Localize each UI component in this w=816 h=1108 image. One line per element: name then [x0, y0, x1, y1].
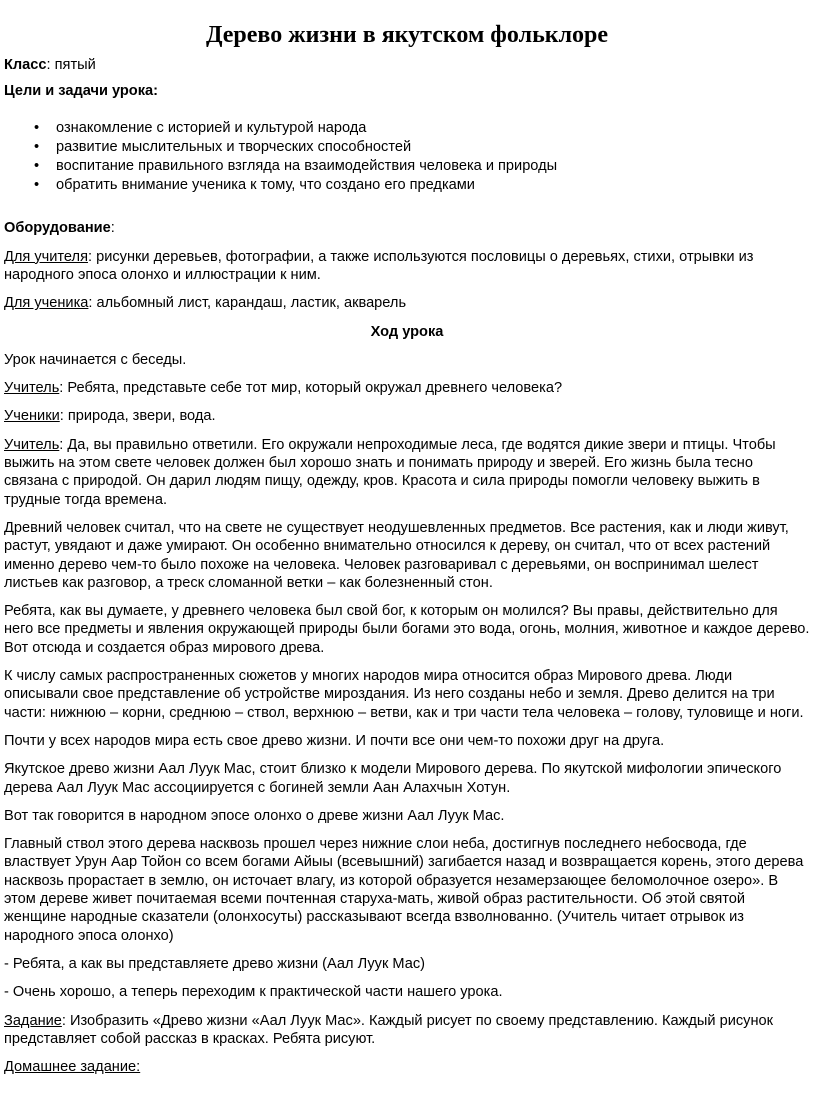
dialogue-line — [4, 436, 810, 509]
dialogue-text: : Ребята, представьте себе тот мир, который окружал древнего человека? — [59, 380, 563, 397]
body-paragraph: Древний человек считал, что на свете не существует неодушевленных предметов. Все растения, как и люди живут, растут, увядают и даже умирают. Он особенно внимательно относился к дереву, он считал, что от всех растений именно дерево чем-то было похоже на человека. Человек разговаривал с деревьями, он воспринимал шелест листьев как разговор, а треск сломанной ветки – как болезненный стон. — [4, 519, 789, 591]
task-label: Задание — [4, 1012, 62, 1029]
intro-paragraph: Урок начинается с беседы. — [4, 351, 187, 368]
body-paragraph: Вот так говорится в народном эпосе олонхо о древе жизни Аал Луук Мас. — [4, 807, 505, 824]
class-label: Класс — [4, 57, 47, 73]
dialogue-text: : природа, звери, вода. — [59, 408, 216, 425]
speaker-label: Учитель — [4, 380, 60, 397]
student-equipment-label: Для ученика — [4, 295, 89, 312]
list-item: • ознакомление с историей и культурой народа — [4, 119, 810, 138]
class-value: : пятый — [46, 57, 96, 73]
speaker-label: Учитель — [4, 436, 60, 453]
body-paragraph: - Очень хорошо, а теперь переходим к практической части нашего урока. — [4, 984, 503, 1001]
equipment-line — [4, 219, 810, 237]
body-paragraph: К числу самых распространенных сюжетов у многих народов мира относится образ Мирового древа. Люди описывали свое представление об устройстве мироздания. Из него созданы небо и земля. Древо делится на три части: нижнюю – корни, среднюю – ствол, верхнюю – ветви, как и три части тела человека – голову, туловище и ноги. — [4, 668, 804, 721]
speaker-label: Ученики — [4, 408, 60, 425]
equipment-suffix: : — [110, 220, 115, 237]
list-item: • воспитание правильного взгляда на взаимодействия человека и природы — [4, 157, 810, 176]
body-paragraph: Якутское древо жизни Аал Луук Мас, стоит близко к модели Мирового дерева. По якутской мифологии эпического дерева Аал Луук Мас ассоциируется с богиней земли Аан Алахчын Хотун. — [4, 761, 782, 796]
teacher-equipment-label: Для учителя — [4, 248, 88, 265]
dialogue-line — [4, 407, 810, 425]
homework-label: Домашнее задание: — [4, 1059, 141, 1076]
homework-line — [4, 1058, 810, 1076]
list-item: • развитие мыслительных и творческих способностей — [4, 138, 810, 157]
teacher-equipment-text: : рисунки деревьев, фотографии, а также используются пословицы о деревьях, стихи, отрывки из народного эпоса олонхо и иллюстрации к ним. — [4, 248, 754, 283]
list-item: • обратить внимание ученика к тому, что создано его предками — [4, 176, 810, 195]
page-title: Дерево жизни в якутском фольклоре — [205, 22, 609, 48]
body-paragraph: Ребята, как вы думаете, у древнего человека был свой бог, к которым он молился? Вы правы, действительно для него все предметы и явления окружающей природы были богами это вода, огонь, молния, животное и каждое дерево. Вот отсюда и создается образ мирового древа. — [4, 603, 810, 656]
teacher-equipment — [4, 248, 810, 285]
body-paragraph: Главный ствол этого дерева насквозь прошел через нижние слои неба, достигнув последнего небосвода, где властвует Урун Аар Тойон со всем богами Айыы (всевышний) загибается назад и возвращается корень, этого дерева насквозь прорастает в землю, он источает влагу, из которой образуется незамерзающее беломолочное озеро». В этом дереве живет почитаемая всеми почтенная старуха-мать, живой образ растительности. Об этой святой женщине народные сказатели (олонхосуты) рассказывают всегда взволнованно. (Учитель читает отрывок из народного эпоса олонхо) — [4, 836, 804, 944]
lesson-heading: Ход урока — [370, 323, 444, 340]
dialogue-line — [4, 379, 810, 397]
goals-heading: Цели и задачи урока: — [4, 83, 159, 100]
equipment-label: Оборудование — [4, 220, 111, 237]
goals-list — [4, 119, 810, 196]
class-line — [4, 56, 810, 74]
body-paragraph: Почти у всех народов мира есть свое древо жизни. И почти все они чем-то похожи друг на друга. — [4, 732, 665, 749]
task-paragraph — [4, 1012, 810, 1049]
dialogue-text: : Да, вы правильно ответили. Его окружали непроходимые леса, где водятся дикие звери и птицы. Чтобы выжить на этом свете человек должен был хорошо знать и понимать природу и зверей. Его жизнь была тесно связана с природой. Он дарил людям пищу, одежду, кров. Красота и сила природы помогли человеку выжить в трудные тогда времена. — [4, 436, 776, 508]
student-equipment — [4, 294, 810, 312]
body-paragraph: - Ребята, а как вы представляете древо жизни (Аал Луук Мас) — [4, 955, 425, 972]
task-text: : Изобразить «Древо жизни «Аал Луук Мас». Каждый рисует по своему представлению. Каждый рисунок представляет собой рассказ в красках. Ребята рисуют. — [4, 1012, 774, 1047]
student-equipment-text: : альбомный лист, карандаш, ластик, акварель — [88, 295, 407, 312]
